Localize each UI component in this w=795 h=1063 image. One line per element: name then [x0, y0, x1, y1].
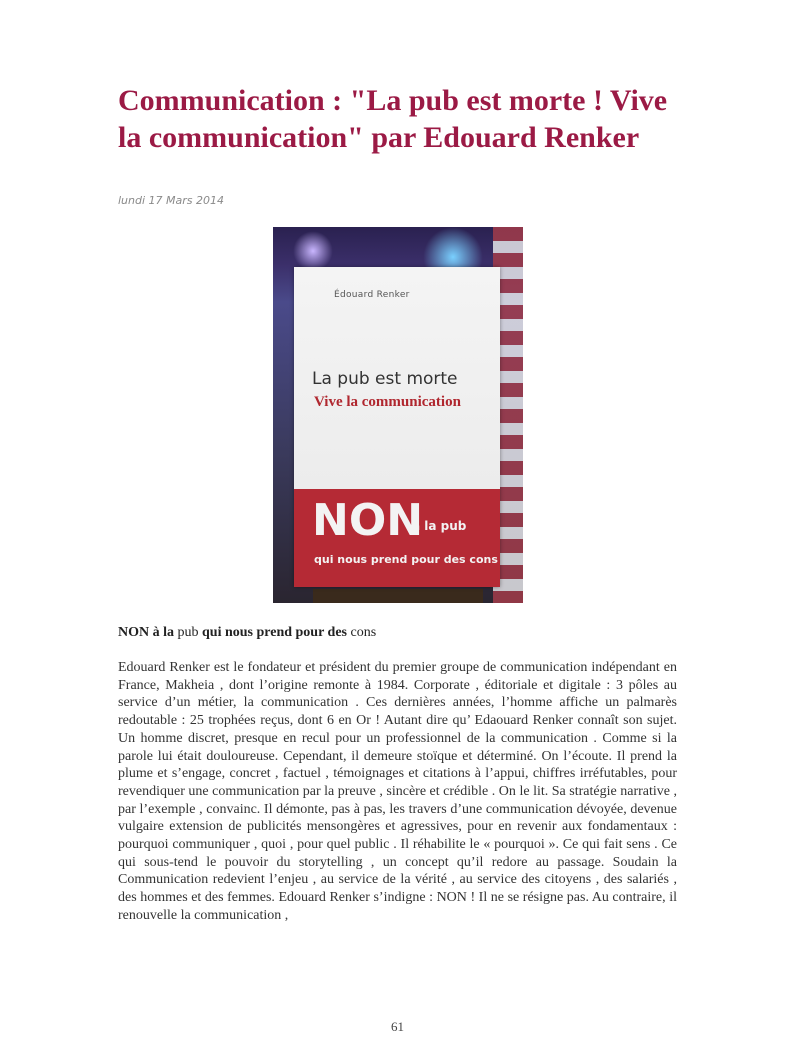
cover-title-line1: La pub est morte: [312, 369, 458, 389]
background-light: [293, 231, 333, 271]
article-date: lundi 17 Mars 2014: [118, 194, 225, 207]
cover-title-line2: Vive la communication: [314, 394, 461, 410]
caption-bold: qui nous prend pour des: [202, 625, 347, 640]
caption-text: cons: [347, 625, 377, 640]
cover-red-band: [294, 489, 500, 587]
cover-band-big: NON: [312, 495, 424, 546]
caption-text: pub: [174, 625, 202, 640]
cover-band-small: à la pub: [412, 519, 467, 533]
page-number: 61: [391, 1019, 404, 1034]
book-stand: [313, 589, 483, 603]
article-title: Communication : "La pub est morte ! Vive la communication" par Edouard Renker: [118, 84, 668, 154]
book-cover-photo: [273, 227, 523, 603]
caption-bold: NON à la: [118, 625, 174, 640]
book-cover: [294, 267, 500, 587]
cover-author: Édouard Renker: [334, 290, 410, 300]
cover-band-line: qui nous prend pour des cons: [314, 553, 498, 566]
image-caption: [118, 625, 376, 641]
article-body: Edouard Renker est le fondateur et président du premier groupe de communication indépendant en France, Makheia , dont l’origine remonte à 1984. Corporate , éditoriale et digitale : 3 pôles au service d’un métier, la communication . Ces dernières années, l’homme affiche un palmarès redoutable : 25 trophées reçus, dont 6 en Or ! Autant dire qu’ Edaouard Renker connaît son sujet. Un homme discret, presque en recul pour un professionnel de la communication . Comme si la parole lui était douloureuse. Cependant, il demeure stoïque et déterminé. On l’écoute. Il prend la plume et s’engage, concret , factuel , témoignages et citations à l’appui, chiffres irréfutables, pour revendiquer une communication par la preuve , sincère et crédible . On le lit. Sa stratégie narrative , par l’exemple , convainc. Il démonte, pas à pas, les travers d’une communication dévoyée, devenue vulgaire extension de publicités mensongères et agressives, pour en revenir aux fondamentaux : pourquoi communiquer , quoi , pour quel public . Il réhabilite le « pourquoi ». Ce qui fait sens . Ce qui sous-tend le pouvoir du storytelling , un concept qu’il redore au passage. Soudain la Communication redevient l’enjeu , au service de la vérité , au service des citoyens , des salariés , des hommes et des femmes. Edouard Renker s’indigne : NON ! Il ne se résigne pas. Au contraire, il renouvelle la communication ,: [118, 660, 677, 923]
